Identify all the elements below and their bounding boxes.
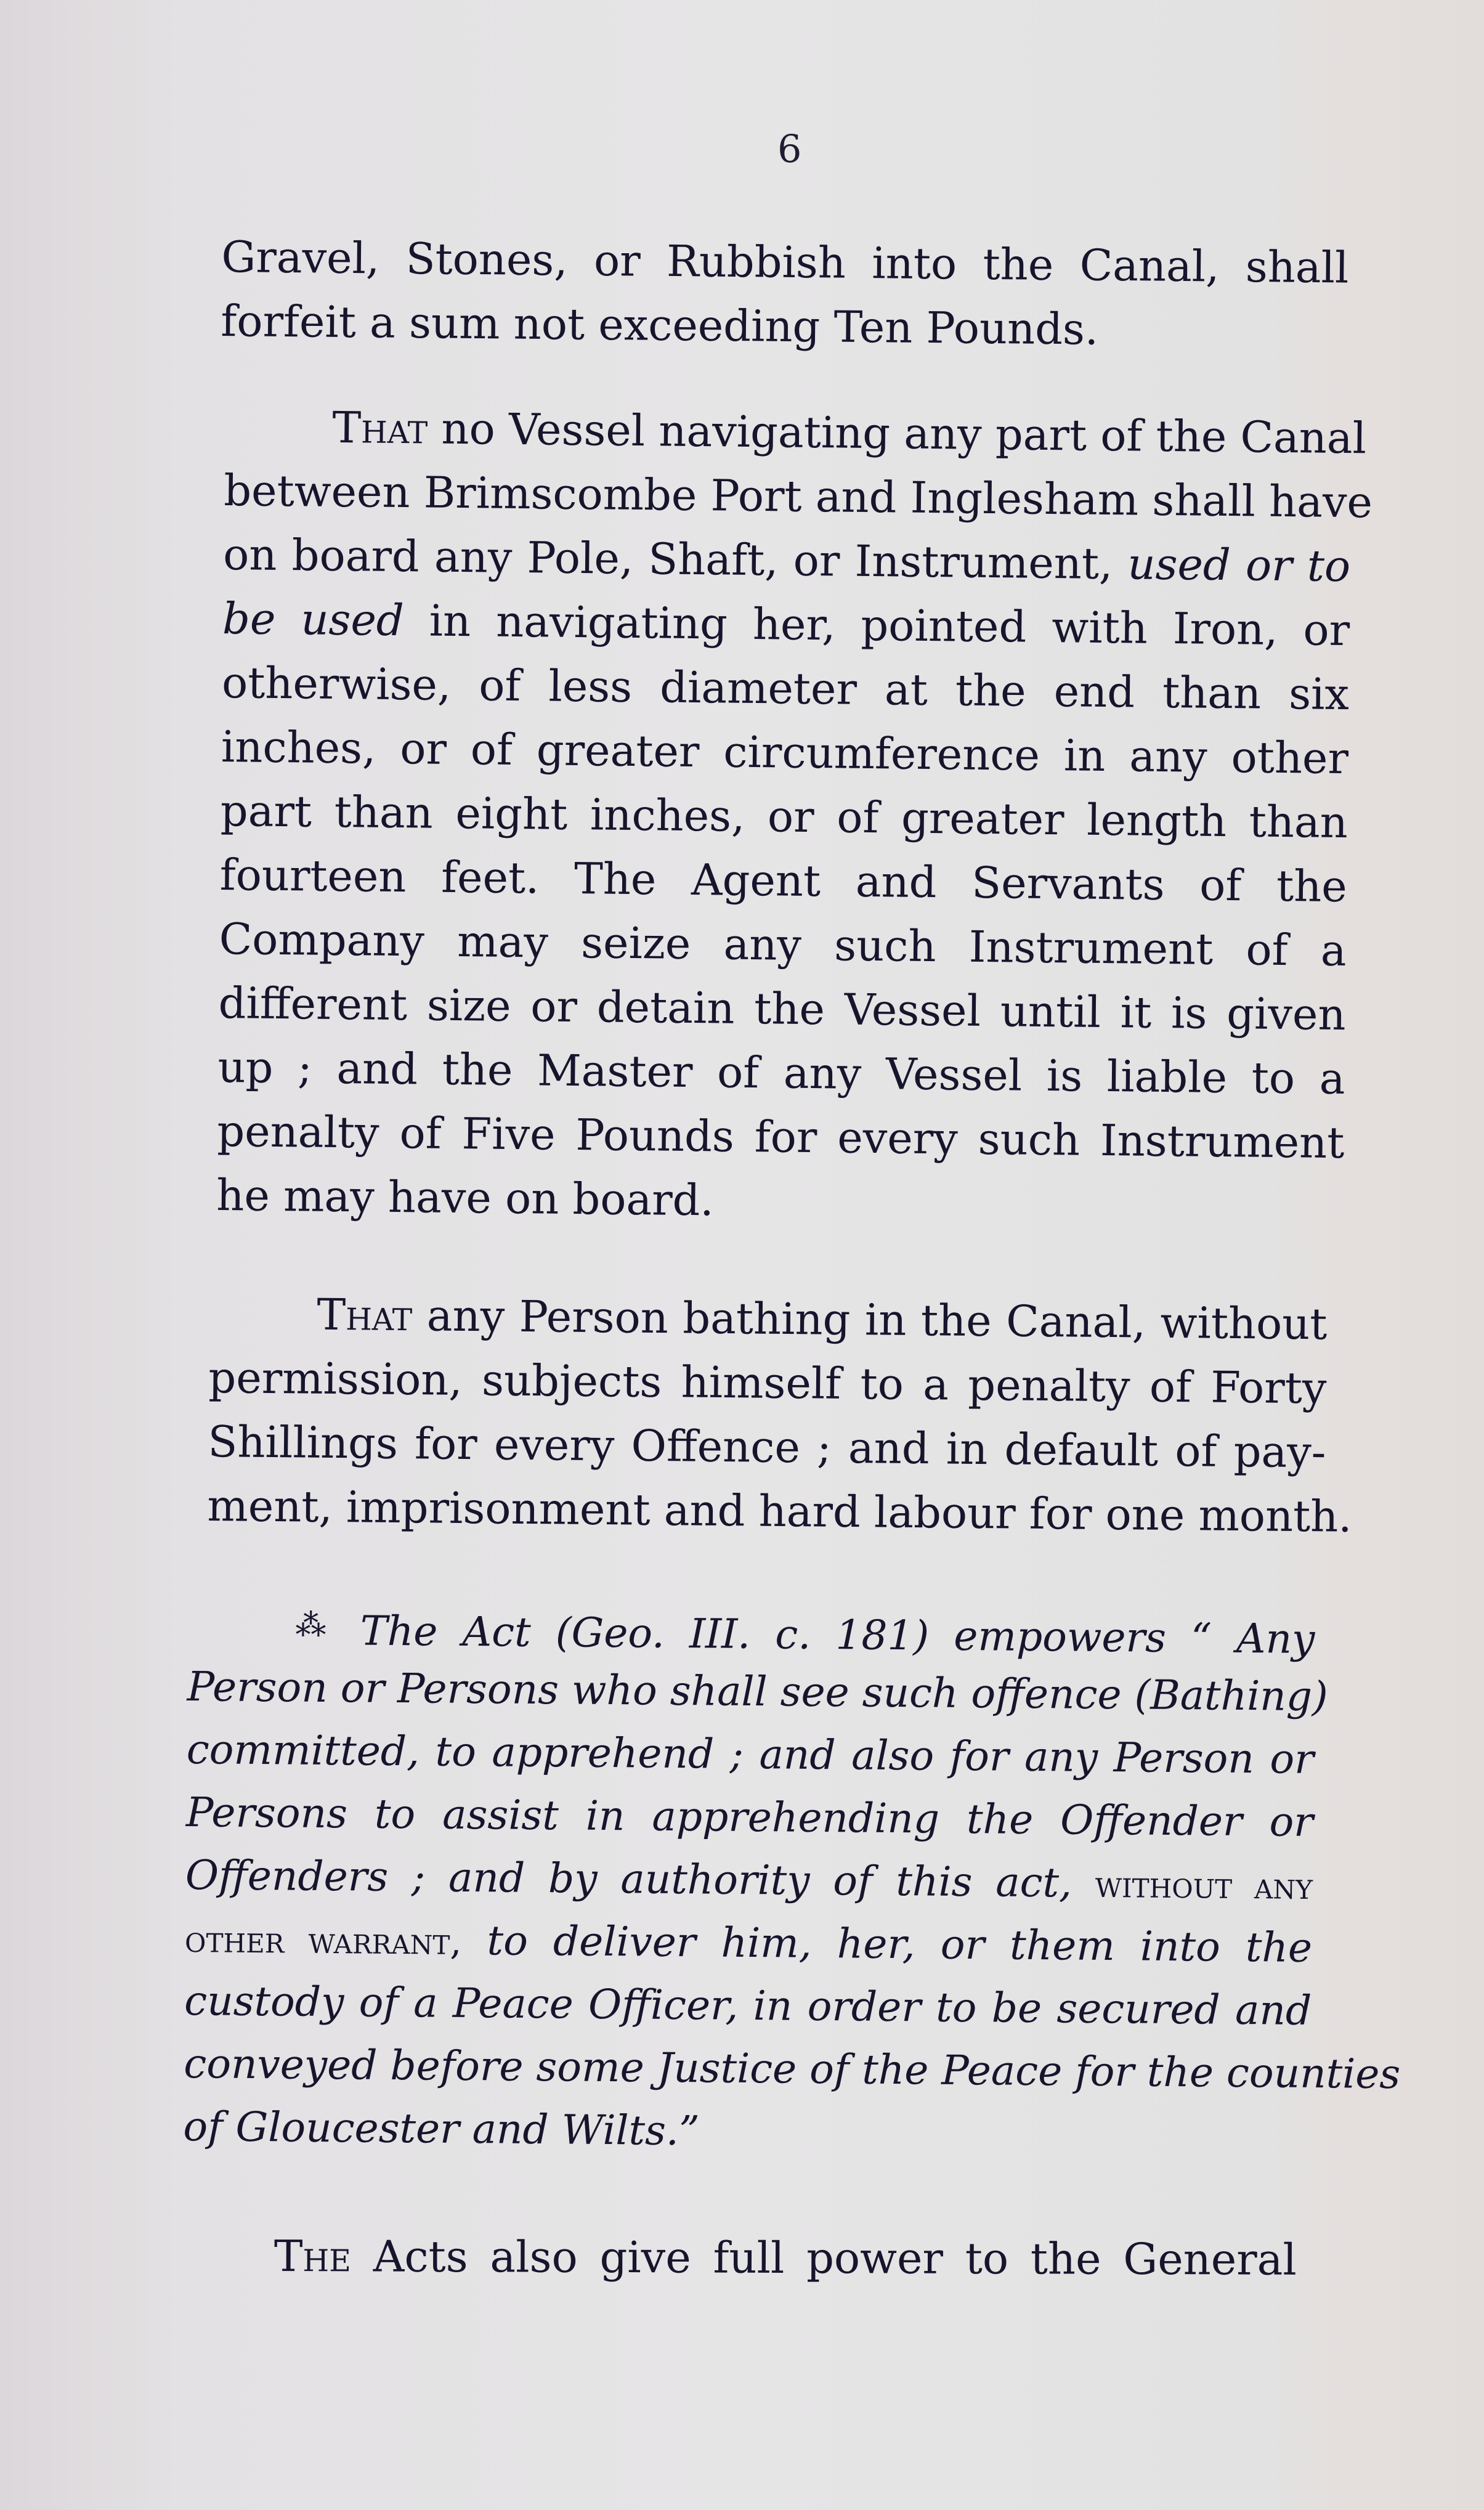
italic-text: used or to xyxy=(1127,538,1351,592)
line-text: any Person bathing in the Canal, without xyxy=(412,1290,1328,1350)
small-caps-text: other warrant, xyxy=(184,1917,462,1964)
text-line: Gravel, Stones, or Rubbish into the Canal, shall xyxy=(221,231,1349,293)
text-line: conveyed before some Justice of the Peace for the counties xyxy=(183,2039,1401,2098)
text-line xyxy=(222,587,1350,662)
line-text: Acts also give full power to the General xyxy=(351,2231,1297,2285)
page-number: 6 xyxy=(777,126,802,171)
text-line: he may have on board. xyxy=(216,1169,715,1226)
line-text: in navigating her, pointed with Iron, or xyxy=(403,595,1350,656)
small-caps-text: without any xyxy=(1095,1862,1313,1908)
text-line xyxy=(223,522,1351,598)
text-line: custody of a Peace Officer, in order to be secured and xyxy=(184,1976,1312,2034)
text-line: Shillings for every Offence ; and in default of pay- xyxy=(208,1416,1326,1478)
text-line: up ; and the Master of any Vessel is liable to a xyxy=(217,1041,1345,1105)
asterism-icon: ⁂ xyxy=(295,1607,336,1644)
line-text: Offenders ; and by authority of this act, xyxy=(185,1851,1096,1907)
text-line: committed, to apprehend ; and also for any Person or xyxy=(186,1725,1315,1783)
text-line: between Brimscombe Port and Inglesham shall have xyxy=(223,465,1373,528)
text-line: Company may seize any such Instrument of a xyxy=(219,913,1347,977)
line-text: to deliver him, her, or them into the xyxy=(461,1916,1313,1972)
text-line xyxy=(185,1907,1313,1980)
text-line: otherwise, of less diameter at the end than six xyxy=(221,657,1350,720)
italic-text: be used xyxy=(222,593,405,646)
paragraph-act-note xyxy=(183,1593,1401,2168)
text-line xyxy=(224,394,1367,470)
lead-word: The xyxy=(274,2231,352,2282)
text-line xyxy=(187,1593,1315,1665)
text-line: inches, or of greater circumference in any other xyxy=(221,721,1349,784)
paragraph-bathing xyxy=(207,1281,1353,1548)
lead-word: That xyxy=(317,1289,413,1341)
text-line: fourteen feet. The Agent and Servants of the xyxy=(219,849,1348,912)
line-text: no Vessel navigating any part of the Canal xyxy=(427,403,1367,464)
text-line xyxy=(209,1281,1328,1356)
text-line: ment, imprisonment and hard labour for one month. xyxy=(207,1480,1353,1542)
paragraph-vessel-instruments xyxy=(216,394,1373,1239)
lead-word: That xyxy=(332,402,428,454)
text-line xyxy=(274,2224,1297,2292)
line-text: The Act (Geo. III. c. 181) empowers “ Any xyxy=(335,1607,1315,1663)
line-text: on board any Pole, Shaft, or Instrument, xyxy=(222,529,1128,590)
text-line: Persons to assist in apprehending the Offender or xyxy=(185,1788,1314,1846)
text-line: forfeit a sum not exceeding Ten Pounds. xyxy=(221,295,1099,355)
text-line: Person or Persons who shall see such offence (Bathing) xyxy=(187,1662,1329,1721)
paragraph-gravel-continuation xyxy=(221,225,1349,364)
text-line: different size or detain the Vessel until it is given xyxy=(218,977,1346,1041)
text-line xyxy=(185,1844,1313,1917)
paragraph-acts-power xyxy=(274,2224,1297,2292)
text-line: of Gloucester and Wilts.” xyxy=(183,2102,700,2155)
text-line: penalty of Five Pounds for every such Instrument xyxy=(217,1105,1345,1169)
text-line: permission, subjects himself to a penalty of Forty xyxy=(208,1352,1327,1414)
text-line: part than eight inches, or of greater length than xyxy=(220,785,1348,848)
